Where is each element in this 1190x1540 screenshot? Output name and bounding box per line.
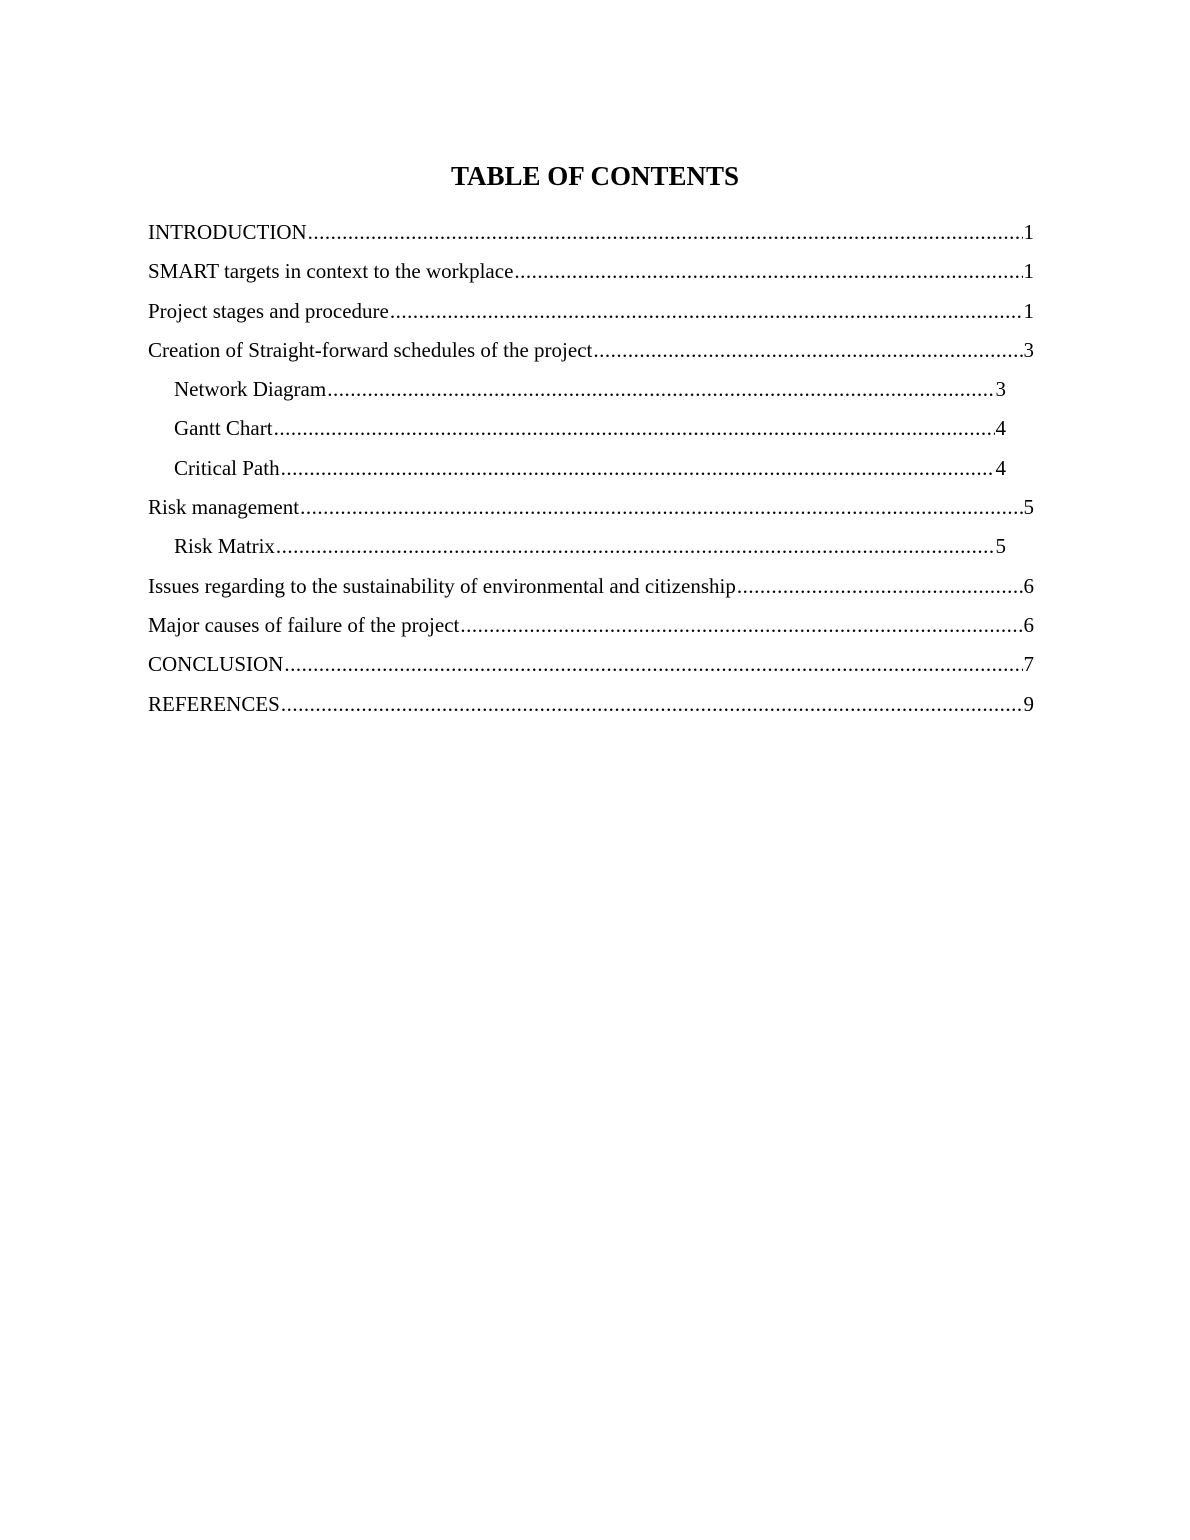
toc-entry-schedules[interactable] (148, 331, 1034, 370)
toc-dot-leader (300, 488, 1022, 527)
toc-entry-label: Risk management (148, 495, 300, 520)
toc-dot-leader (737, 567, 1023, 606)
toc-entry-label: Gantt Chart (174, 416, 273, 441)
toc-dot-leader (460, 606, 1022, 645)
toc-dot-leader (276, 527, 995, 566)
toc-page-number: 4 (995, 416, 1006, 441)
toc-dot-leader (327, 370, 994, 409)
toc-page-number: 1 (1023, 298, 1034, 323)
toc-page-number: 1 (1023, 259, 1034, 284)
toc-entry-label: Risk Matrix (174, 534, 275, 559)
toc-entry-label: Network Diagram (174, 377, 327, 402)
toc-page-number: 4 (995, 455, 1006, 480)
toc-dot-leader (281, 685, 1023, 724)
toc-page-number: 6 (1023, 573, 1034, 598)
toc-entry-introduction[interactable] (148, 213, 1034, 252)
toc-dot-leader (390, 292, 1023, 331)
toc-entry-label: CONCLUSION (148, 652, 284, 677)
toc-entry-label: Issues regarding to the sustainability of environmental and citizenship (148, 573, 736, 598)
toc-dot-leader (274, 409, 995, 448)
toc-dot-leader (284, 645, 1022, 684)
toc-page-number: 3 (1023, 337, 1034, 362)
toc-page-number: 5 (995, 534, 1006, 559)
toc-entry-references[interactable] (148, 685, 1034, 724)
toc-page-number: 7 (1023, 652, 1034, 677)
toc-page-number: 9 (1023, 691, 1034, 716)
toc-title: TABLE OF CONTENTS (450, 161, 740, 191)
toc-page-number: 3 (995, 377, 1006, 402)
toc-entry-gantt-chart[interactable] (148, 409, 1006, 448)
toc-entry-project-stages[interactable] (148, 292, 1034, 331)
toc-entry-label: Major causes of failure of the project (148, 612, 460, 637)
toc-dot-leader (281, 449, 995, 488)
toc-entry-label: Critical Path (174, 455, 280, 480)
toc-entry-critical-path[interactable] (148, 449, 1006, 488)
toc-entry-label: Creation of Straight-forward schedules of the project (148, 337, 593, 362)
toc-entry-label: INTRODUCTION (148, 220, 307, 244)
toc-page-number: 1 (1023, 220, 1034, 244)
toc-dot-leader (308, 213, 1023, 252)
toc-entry-conclusion[interactable] (148, 645, 1034, 684)
toc-page-number: 6 (1023, 612, 1034, 637)
toc-dot-leader (593, 331, 1022, 370)
toc-entry-smart-targets[interactable] (148, 252, 1034, 291)
toc-entry-failure-causes[interactable] (148, 606, 1034, 645)
toc-page-number: 5 (1023, 495, 1034, 520)
toc-entry-network-diagram[interactable] (148, 370, 1006, 409)
toc-entry-sustainability[interactable] (148, 567, 1034, 606)
toc-entry-label: REFERENCES (148, 691, 280, 716)
toc-entry-risk-management[interactable] (148, 488, 1034, 527)
toc-list (148, 213, 1034, 724)
toc-dot-leader (514, 252, 1022, 291)
toc-entry-risk-matrix[interactable] (148, 527, 1006, 566)
toc-entry-label: Project stages and procedure (148, 298, 389, 323)
toc-entry-label: SMART targets in context to the workplace (148, 259, 514, 284)
